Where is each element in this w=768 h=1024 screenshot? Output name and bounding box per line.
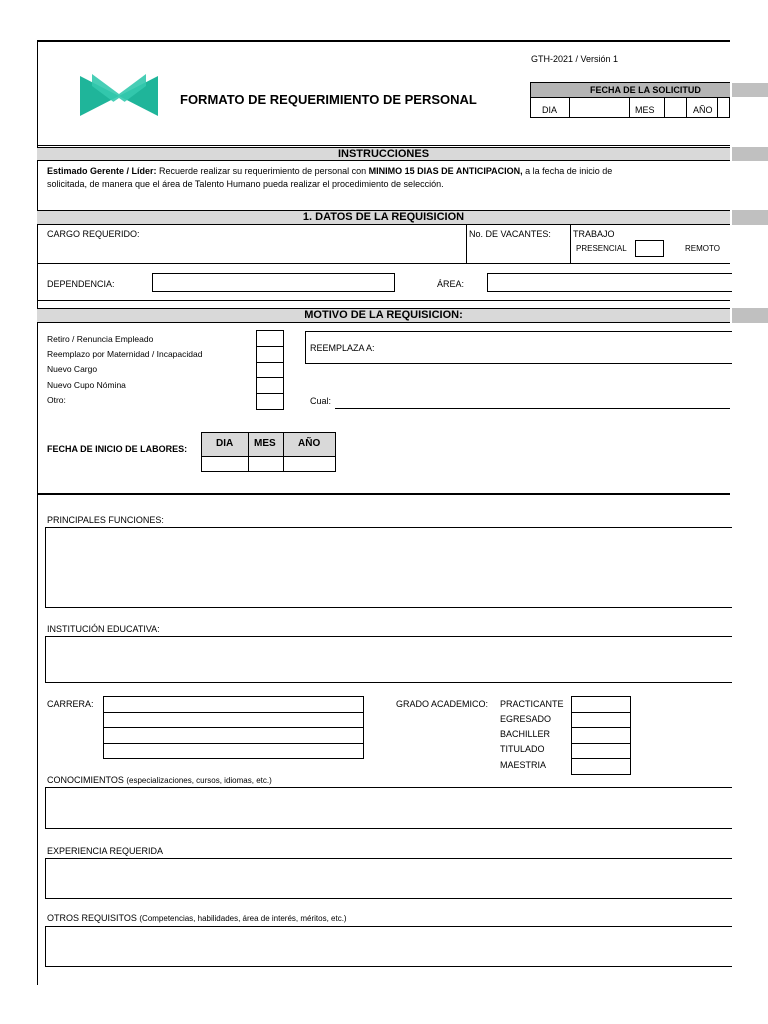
funciones-label: PRINCIPALES FUNCIONES: [47, 515, 164, 525]
experiencia-input[interactable] [45, 858, 732, 899]
cargo-input[interactable] [150, 227, 465, 261]
institucion-input[interactable] [45, 636, 732, 683]
trabajo-label: TRABAJO [573, 229, 615, 239]
instructions-line-1: Estimado Gerente / Líder: Recuerde realizar su requerimiento de personal con MINIMO 15 DIAS DE ANTICIPACION, a la fecha de inicio de [47, 166, 613, 176]
request-ano-label: AÑO [693, 105, 713, 115]
dependencia-label: DEPENDENCIA: [47, 279, 115, 289]
grado-checkboxes[interactable] [571, 696, 631, 775]
conocimientos-input[interactable] [45, 787, 732, 829]
motivo-option-retiro: Retiro / Renuncia Empleado [47, 334, 154, 344]
area-input[interactable] [487, 273, 732, 292]
grado-egresado: EGRESADO [500, 714, 552, 724]
institucion-label: INSTITUCIÓN EDUCATIVA: [47, 624, 160, 634]
company-logo [78, 70, 160, 122]
fecha-inicio-ano: AÑO [298, 438, 321, 449]
motivo-checkbox-retiro[interactable] [256, 330, 284, 347]
fecha-inicio-label: FECHA DE INICIO DE LABORES: [47, 444, 188, 454]
motivo-option-nuevo-cargo: Nuevo Cargo [47, 364, 98, 374]
request-mes-field[interactable] [665, 98, 685, 117]
cual-input[interactable] [335, 408, 730, 409]
grado-bachiller: BACHILLER [500, 729, 551, 739]
fecha-inicio-dia: DIA [216, 438, 234, 449]
request-dia-field[interactable] [570, 98, 628, 117]
motivo-checkbox-nuevo-cargo[interactable] [256, 362, 284, 378]
grado-label: GRADO ACADEMICO: [396, 699, 489, 709]
dependencia-input[interactable] [152, 273, 395, 292]
fecha-inicio-dia-field[interactable] [202, 457, 247, 471]
experiencia-label: EXPERIENCIA REQUERIDA [47, 846, 164, 856]
remoto-label: REMOTO [685, 244, 720, 253]
area-label: ÁREA: [437, 279, 465, 289]
fecha-inicio-mes: MES [254, 438, 276, 449]
otros-input[interactable] [45, 926, 732, 967]
grado-titulado: TITULADO [500, 744, 545, 754]
motivo-checkbox-otro[interactable] [256, 393, 284, 410]
motivo-option-reemplazo: Reemplazo por Maternidad / Incapacidad [47, 349, 203, 359]
otros-label: OTROS REQUISITOS (Competencias, habilidades, área de interés, méritos, etc.) [47, 913, 347, 923]
motivo-checkbox-nuevo-cupo[interactable] [256, 377, 284, 394]
grado-practicante: PRACTICANTE [500, 699, 564, 709]
instructions-header: INSTRUCCIONES [37, 147, 730, 161]
top-border [37, 40, 730, 42]
presencial-label: PRESENCIAL [576, 244, 627, 253]
left-border [37, 40, 38, 985]
motivo-option-otro: Otro: [47, 395, 66, 405]
conocimientos-label: CONOCIMIENTOS (especializaciones, cursos, idiomas, etc.) [47, 775, 272, 785]
request-date-label: FECHA DE LA SOLICITUD [590, 85, 701, 95]
instructions-line-2: solicitada, de manera que el área de Talento Humano pueda realizar el procedimiento de selección. [47, 179, 444, 189]
presencial-checkbox[interactable] [635, 240, 664, 257]
vacantes-label: No. DE VACANTES: [469, 229, 551, 239]
form-code: GTH-2021 / Versión 1 [531, 54, 619, 64]
fecha-inicio-ano-field[interactable] [284, 457, 335, 471]
grado-maestria: MAESTRIA [500, 760, 547, 770]
section1-header: 1. DATOS DE LA REQUISICION [37, 210, 730, 225]
vacantes-input[interactable] [469, 243, 567, 261]
reemplaza-label: REEMPLAZA A: [310, 343, 375, 353]
fecha-inicio-mes-field[interactable] [249, 457, 282, 471]
motivo-checkbox-reemplazo[interactable] [256, 346, 284, 363]
cual-label: Cual: [310, 396, 332, 406]
cargo-label: CARGO REQUERIDO: [47, 229, 140, 239]
funciones-input[interactable] [45, 527, 732, 608]
request-mes-label: MES [635, 105, 655, 115]
motivo-header: MOTIVO DE LA REQUISICION: [37, 308, 730, 323]
carrera-label: CARRERA: [47, 699, 94, 709]
form-title: FORMATO DE REQUERIMIENTO DE PERSONAL [180, 92, 477, 107]
request-dia-label: DIA [542, 105, 558, 115]
motivo-option-nuevo-cupo: Nuevo Cupo Nómina [47, 380, 126, 390]
